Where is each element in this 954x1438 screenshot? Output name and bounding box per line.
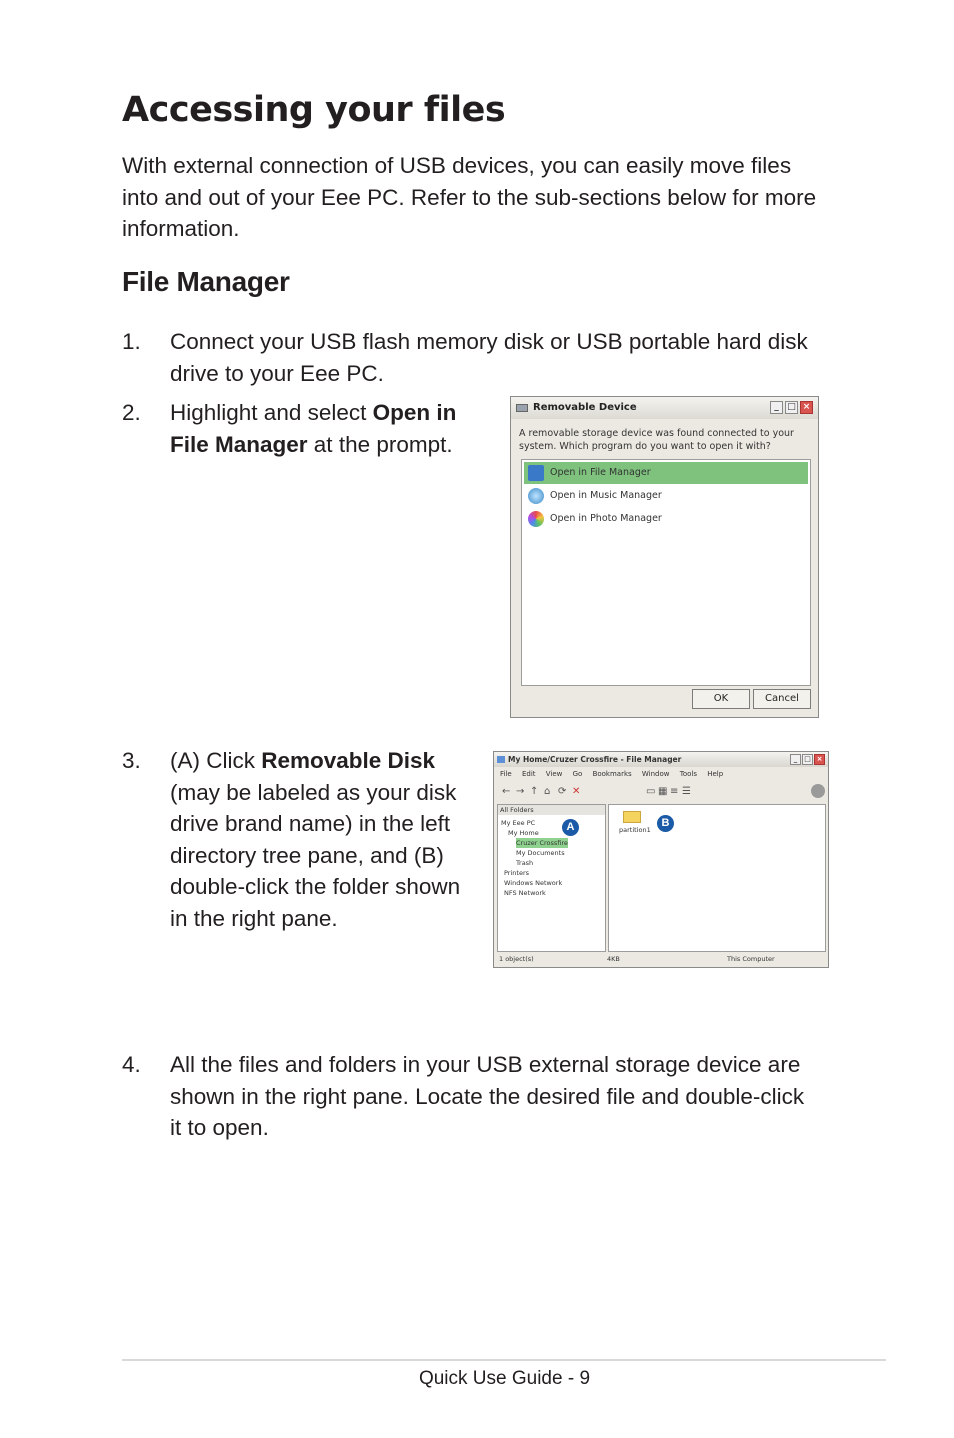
option-music-manager[interactable]: [524, 485, 808, 507]
step-text-bold: Removable Disk: [261, 748, 436, 773]
menu-window[interactable]: Window: [641, 770, 670, 778]
status-location: This Computer: [727, 955, 775, 963]
step-line: Connect your USB flash memory disk or USB portable hard disk: [170, 329, 808, 354]
status-bar: [497, 954, 825, 965]
step-text-bold: Open in: [372, 400, 457, 425]
detail-view-icon[interactable]: ☰: [682, 786, 691, 797]
step-line: double-click the folder shown: [170, 874, 461, 899]
footer-divider: [122, 1359, 886, 1361]
reload-icon[interactable]: ⟳: [558, 786, 567, 797]
tree-item-my-documents[interactable]: My Documents: [516, 849, 565, 857]
close-icon[interactable]: ×: [800, 401, 813, 414]
throbber-icon: [811, 784, 825, 798]
tree-item-windows-network[interactable]: Windows Network: [504, 879, 563, 887]
option-label: Open in Music Manager: [550, 490, 662, 501]
tree-item-printers[interactable]: Printers: [504, 869, 530, 877]
step-number: 2.: [122, 400, 141, 425]
music-manager-icon: [528, 488, 544, 504]
step-line: All the files and folders in your USB external storage device are: [170, 1052, 801, 1077]
step-line: drive to your Eee PC.: [170, 360, 384, 386]
home-icon[interactable]: ⌂: [544, 786, 551, 797]
intro-paragraph: [122, 150, 816, 245]
fm-toolbar: [498, 782, 824, 802]
status-objects: 1 object(s): [499, 955, 534, 963]
status-size: 4KB: [607, 955, 620, 963]
removable-device-dialog: [510, 396, 819, 718]
step-line: it to open.: [170, 1115, 269, 1140]
step-text: [170, 326, 808, 389]
step-text-plain: at the prompt.: [307, 431, 453, 457]
section-heading: File Manager: [122, 266, 290, 297]
back-icon[interactable]: ←: [502, 786, 511, 797]
program-list[interactable]: [521, 459, 811, 686]
fm-menubar: [500, 768, 731, 780]
photo-manager-icon: [528, 511, 544, 527]
file-list-pane[interactable]: [608, 804, 826, 952]
minimize-icon[interactable]: _: [790, 754, 801, 765]
intro-line: With external connection of USB devices, you can easily move files: [122, 153, 792, 178]
dialog-titlebar: [511, 397, 818, 419]
list-view-icon[interactable]: ≡: [670, 786, 679, 797]
intro-line: information.: [122, 216, 240, 241]
close-icon[interactable]: ×: [814, 754, 825, 765]
maximize-icon[interactable]: □: [802, 754, 813, 765]
step-line: directory tree pane, and (B): [170, 842, 444, 868]
directory-tree-pane[interactable]: [497, 804, 606, 952]
cancel-button[interactable]: Cancel: [753, 689, 811, 709]
minimize-icon[interactable]: _: [770, 401, 783, 414]
up-icon[interactable]: ↑: [530, 786, 539, 797]
intro-line: into and out of your Eee PC. Refer to the sub-sections below for more: [122, 184, 817, 210]
tree-item-removable-disk[interactable]: Cruzer Crossfire: [516, 839, 568, 847]
maximize-icon[interactable]: □: [785, 401, 798, 414]
stop-icon[interactable]: ✕: [572, 786, 581, 797]
tree-item-my-eee-pc[interactable]: My Eee PC: [501, 819, 536, 827]
step-number: 4.: [122, 1052, 141, 1077]
option-photo-manager[interactable]: [524, 508, 808, 530]
tree-item-nfs-network[interactable]: NFS Network: [504, 889, 546, 897]
menu-file[interactable]: File: [500, 770, 512, 778]
step-number: 3.: [122, 748, 141, 773]
option-label: Open in Photo Manager: [550, 513, 662, 524]
option-file-manager[interactable]: [524, 462, 808, 484]
new-folder-icon[interactable]: ▭: [646, 786, 656, 797]
folder-icon: [497, 756, 505, 763]
callout-badge-a: A: [562, 819, 579, 836]
callout-badge-b: B: [657, 815, 674, 832]
tree-item-trash[interactable]: Trash: [516, 859, 534, 867]
menu-help[interactable]: Help: [707, 770, 724, 778]
forward-icon[interactable]: →: [516, 786, 525, 797]
folder-icon[interactable]: [623, 811, 641, 823]
tree-item-my-home[interactable]: My Home: [508, 829, 539, 837]
menu-edit[interactable]: Edit: [521, 770, 536, 778]
step-text: [170, 745, 460, 934]
fm-titlebar: [494, 752, 828, 767]
file-manager-icon: [528, 465, 544, 481]
menu-go[interactable]: Go: [572, 770, 583, 778]
drive-icon: [516, 404, 528, 412]
menu-tools[interactable]: Tools: [679, 770, 697, 778]
step-line: (may be labeled as your disk: [170, 779, 457, 805]
dialog-message: A removable storage device was found connected to your system. Which program do you want to open it with?: [519, 428, 794, 452]
step-line: shown in the right pane. Locate the desired file and double-click: [170, 1083, 805, 1109]
step-line: drive brand name) in the left: [170, 811, 451, 836]
page-title: Accessing your files: [122, 90, 506, 130]
folder-label[interactable]: partition1: [619, 826, 651, 834]
step-text-plain: Highlight and select: [170, 400, 373, 425]
step-number: 1.: [122, 329, 141, 354]
step-line: in the right pane.: [170, 905, 338, 931]
menu-bookmarks[interactable]: Bookmarks: [592, 770, 632, 778]
dialog-title: Removable Device: [533, 402, 637, 413]
fm-title: My Home/Cruzer Crossfire - File Manager: [508, 755, 682, 764]
file-manager-window: [493, 751, 829, 968]
page-footer: Quick Use Guide - 9: [418, 1368, 591, 1389]
icon-view-icon[interactable]: ▦: [658, 786, 668, 797]
option-label: Open in File Manager: [550, 467, 651, 478]
step-text: [170, 1049, 804, 1144]
menu-view[interactable]: View: [545, 770, 563, 778]
ok-button[interactable]: OK: [692, 689, 750, 709]
step-text-plain: (A) Click: [170, 748, 262, 773]
step-text-bold: File Manager: [170, 431, 308, 457]
pane-header: All Folders: [498, 805, 605, 815]
step-text: [170, 397, 456, 460]
